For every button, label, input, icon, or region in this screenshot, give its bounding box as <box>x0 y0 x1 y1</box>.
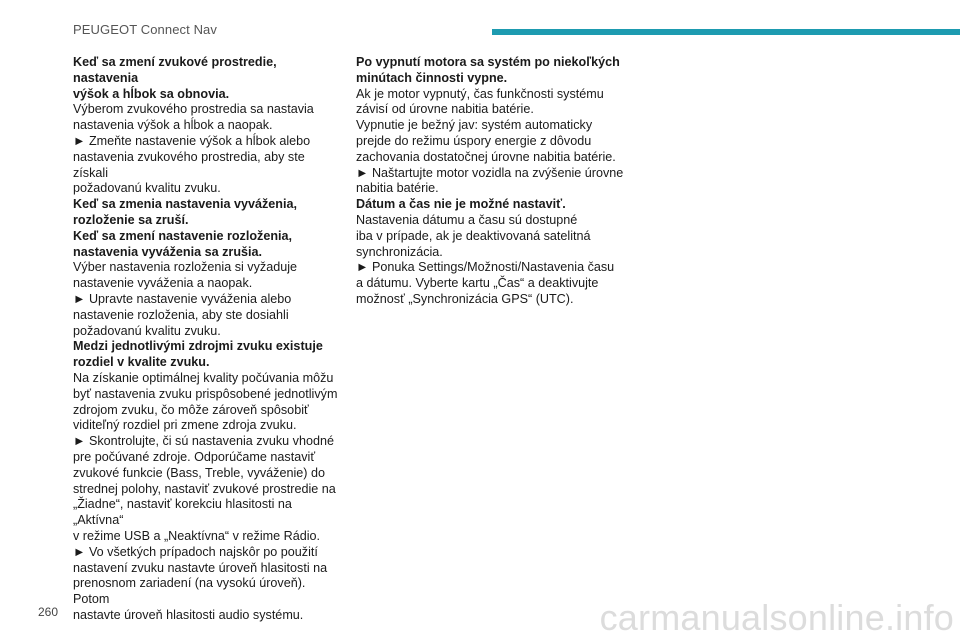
body-paragraph <box>356 213 626 260</box>
text-line: nastavenie vyváženia a naopak. <box>73 276 253 291</box>
text-line: ► Vo všetkých prípadoch najskôr po použití <box>73 544 318 559</box>
text-line: Výberom zvukového prostredia sa nastavia <box>73 102 314 117</box>
text-line: „Žiadne“, nastaviť korekciu hlasitosti na „Aktívna“ <box>73 497 292 528</box>
text-line: Vypnutie je bežný jav: systém automaticky <box>356 118 593 133</box>
section-heading <box>73 55 343 102</box>
page-number: 260 <box>38 605 59 619</box>
body-paragraph <box>73 102 343 134</box>
section-heading <box>73 339 343 371</box>
text-line: Medzi jednotlivými zdrojmi zvuku existuje <box>73 339 323 354</box>
text-line: závisí od úrovne nabitia batérie. <box>356 102 534 117</box>
text-line: synchronizácia. <box>356 244 443 259</box>
text-line: požadovanú kvalitu zvuku. <box>73 323 221 338</box>
body-paragraph <box>356 118 626 165</box>
page-header-title: PEUGEOT Connect Nav <box>73 22 217 37</box>
text-line: Keď sa zmení zvukové prostredie, nastavenia <box>73 55 277 85</box>
body-paragraph <box>73 260 343 292</box>
text-line: rozloženie sa zruší. <box>73 212 189 227</box>
text-line: Na získanie optimálnej kvality počúvania môžu <box>73 370 334 385</box>
text-line: Výber nastavenia rozloženia si vyžaduje <box>73 260 298 275</box>
text-line: zvukové funkcie (Bass, Treble, vyváženie) do <box>73 465 325 480</box>
body-paragraph <box>73 371 343 434</box>
text-line: nastavenie rozloženia, aby ste dosiahli <box>73 307 289 322</box>
text-line: ► Naštartujte motor vozidla na zvýšenie úrovne <box>356 165 624 180</box>
text-line: prejde do režimu úspory energie z dôvodu <box>356 133 592 148</box>
text-line: zdrojom zvuku, čo môže zároveň spôsobiť <box>73 402 309 417</box>
text-line: prenosnom zariadení (na vysokú úroveň). Potom <box>73 576 306 607</box>
text-line: a dátumu. Vyberte kartu „Čas“ a deaktivujte <box>356 276 599 291</box>
watermark-text: carmanualsonline.info <box>599 597 954 638</box>
text-line: nastavenia výšok a hĺbok a naopak. <box>73 118 273 133</box>
text-line: Keď sa zmenia nastavenia vyváženia, <box>73 197 297 212</box>
text-line: nabitia batérie. <box>356 181 439 196</box>
left-column <box>73 55 343 624</box>
text-line: v režime USB a „Neaktívna“ v režime Rádio. <box>73 528 321 543</box>
text-line: viditeľný rozdiel pri zmene zdroja zvuku. <box>73 418 297 433</box>
text-line: nastavenia zvukového prostredia, aby ste získali <box>73 149 305 180</box>
text-line: pre počúvané zdroje. Odporúčame nastaviť <box>73 449 316 464</box>
body-paragraph <box>356 260 626 307</box>
text-line: Nastavenia dátumu a času sú dostupné <box>356 212 578 227</box>
text-line: nastavenia vyváženia sa zrušia. <box>73 244 263 259</box>
header-accent-bar <box>492 29 960 35</box>
text-line: byť nastavenia zvuku prispôsobené jednotlivým <box>73 386 338 401</box>
body-paragraph <box>73 545 343 624</box>
text-line: minútach činnosti vypne. <box>356 70 508 85</box>
right-column <box>356 55 626 308</box>
section-heading <box>73 229 343 261</box>
text-line: iba v prípade, ak je deaktivovaná satelitná <box>356 228 591 243</box>
text-line: ► Ponuka Settings/Možnosti/Nastavenia času <box>356 260 615 275</box>
text-line: zachovania dostatočnej úrovne nabitia batérie. <box>356 149 616 164</box>
text-line: požadovanú kvalitu zvuku. <box>73 181 221 196</box>
text-line: Dátum a čas nie je možné nastaviť. <box>356 197 566 212</box>
text-line: Keď sa zmení nastavenie rozloženia, <box>73 228 293 243</box>
text-line: ► Upravte nastavenie vyváženia alebo <box>73 291 292 306</box>
body-paragraph <box>356 87 626 119</box>
body-paragraph <box>356 166 626 198</box>
text-line: ► Zmeňte nastavenie výšok a hĺbok alebo <box>73 133 311 148</box>
section-heading <box>356 55 626 87</box>
section-heading <box>356 197 626 213</box>
section-heading <box>73 197 343 229</box>
text-line: Ak je motor vypnutý, čas funkčnosti systému <box>356 86 604 101</box>
text-line: strednej polohy, nastaviť zvukové prostredie na <box>73 481 336 496</box>
text-line: výšok a hĺbok sa obnovia. <box>73 86 230 101</box>
body-paragraph <box>73 134 343 197</box>
text-line: Po vypnutí motora sa systém po niekoľkých <box>356 55 620 69</box>
body-paragraph <box>73 434 343 545</box>
text-line: nastavte úroveň hlasitosti audio systému. <box>73 607 304 622</box>
body-paragraph <box>73 292 343 339</box>
text-line: ► Skontrolujte, či sú nastavenia zvuku vhodné <box>73 434 334 449</box>
text-line: rozdiel v kvalite zvuku. <box>73 355 210 370</box>
text-line: možnosť „Synchronizácia GPS“ (UTC). <box>356 291 574 306</box>
text-line: nastavení zvuku nastavte úroveň hlasitosti na <box>73 560 328 575</box>
